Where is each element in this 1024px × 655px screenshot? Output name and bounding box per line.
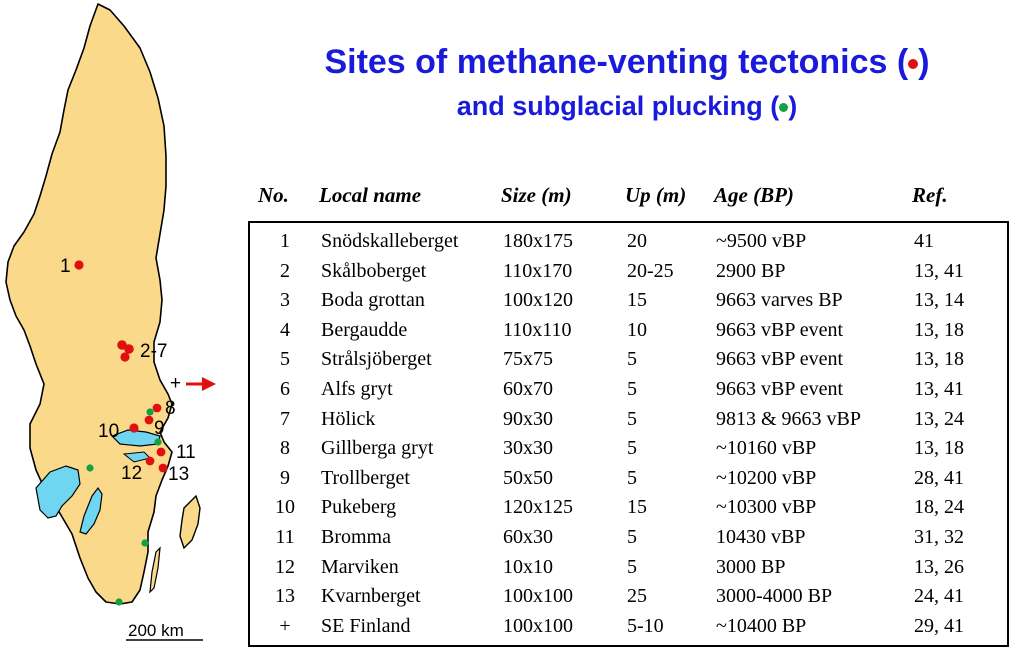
cell-ref: 31, 32 xyxy=(914,526,964,548)
cell-age: 2900 BP xyxy=(716,259,786,282)
cell-age: 9663 vBP event xyxy=(716,348,844,371)
finland-arrow-head xyxy=(202,377,216,391)
cell-no: 3 xyxy=(280,289,290,312)
cell-size: 10x10 xyxy=(503,555,553,578)
cell-up: 20-25 xyxy=(627,259,674,282)
map-label-finland: + xyxy=(170,373,182,394)
table-row xyxy=(250,464,1007,493)
map-label-site1: 1 xyxy=(60,256,71,277)
cell-up: 5 xyxy=(627,555,637,578)
cell-local-name: Bergaudde xyxy=(321,318,408,341)
red-site-marker-12 xyxy=(146,457,155,466)
cell-age: ~10160 vBP xyxy=(716,437,817,460)
cell-size: 50x50 xyxy=(503,466,553,489)
cell-ref: 28, 41 xyxy=(914,466,964,489)
title-line2-text: and subglacial plucking ( xyxy=(456,91,780,121)
cell-no: 2 xyxy=(280,259,290,282)
table-row xyxy=(250,257,1007,286)
cell-local-name: Trollberget xyxy=(321,466,410,489)
cell-age: 9663 vBP event xyxy=(716,318,844,341)
title-line1-text: Sites of methane-venting tectonics ( xyxy=(324,43,909,81)
map-label-site8: 8 xyxy=(165,398,176,419)
header-age: Age (BP) xyxy=(714,183,794,207)
cell-up: 20 xyxy=(627,230,647,252)
table-row xyxy=(250,375,1007,404)
cell-age: 9663 varves BP xyxy=(716,289,843,312)
cell-no: + xyxy=(279,614,291,637)
cell-ref: 18, 24 xyxy=(914,496,964,519)
title-line1-close: ) xyxy=(918,43,930,81)
cell-no: 8 xyxy=(280,437,290,460)
cell-up: 5 xyxy=(627,526,637,548)
cell-local-name: Snödskalleberget xyxy=(321,230,459,252)
cell-up: 5 xyxy=(627,437,637,460)
cell-local-name: Pukeberg xyxy=(321,496,397,519)
cell-age: 3000-4000 BP xyxy=(716,585,833,608)
title-line2-close: ) xyxy=(788,91,798,121)
cell-age: 9813 & 9663 vBP xyxy=(716,407,862,430)
cell-size: 110x170 xyxy=(503,259,573,282)
cell-up: 5-10 xyxy=(627,614,664,637)
cell-local-name: Boda grottan xyxy=(321,289,425,312)
sites-table xyxy=(248,221,1009,647)
red-site-marker-2-7 xyxy=(120,352,129,361)
cell-size: 180x175 xyxy=(503,230,573,252)
cell-local-name: SE Finland xyxy=(321,614,411,637)
cell-size: 100x100 xyxy=(503,614,573,637)
cell-local-name: Hölick xyxy=(321,407,376,430)
cell-up: 5 xyxy=(627,407,637,430)
header-local-name: Local name xyxy=(319,183,422,207)
cell-size: 75x75 xyxy=(503,348,553,371)
cell-local-name: Marviken xyxy=(321,555,399,578)
sweden-map xyxy=(0,0,230,655)
cell-no: 11 xyxy=(275,526,295,548)
cell-age: 3000 BP xyxy=(716,555,786,578)
map-label-site9: 9 xyxy=(154,418,165,439)
cell-ref: 13, 24 xyxy=(914,407,964,430)
red-site-marker-11 xyxy=(157,448,166,457)
cell-ref: 13, 41 xyxy=(914,378,964,400)
cell-no: 10 xyxy=(275,496,295,519)
cell-size: 100x100 xyxy=(503,585,573,608)
cell-no: 12 xyxy=(275,555,295,578)
cell-ref: 13, 18 xyxy=(914,437,964,460)
cell-age: 10430 vBP xyxy=(716,526,806,548)
cell-ref: 13, 18 xyxy=(914,348,964,371)
green-dot-icon xyxy=(779,103,788,112)
table-row xyxy=(250,523,1007,552)
cell-age: ~9500 vBP xyxy=(716,230,807,252)
island-gotland xyxy=(180,496,200,548)
cell-size: 60x30 xyxy=(503,526,553,548)
table-row xyxy=(250,493,1007,522)
header-up: Up (m) xyxy=(625,183,687,207)
cell-age: ~10400 BP xyxy=(716,614,807,637)
cell-up: 5 xyxy=(627,348,637,371)
map-label-site10: 10 xyxy=(98,421,120,442)
title-line-methane xyxy=(230,40,1024,84)
cell-age: ~10300 vBP xyxy=(716,496,817,519)
title-line-plucking xyxy=(230,88,1024,124)
red-site-marker-1 xyxy=(74,260,83,269)
table-row xyxy=(250,405,1007,434)
green-site-marker xyxy=(115,598,122,605)
table-row xyxy=(250,434,1007,463)
cell-up: 15 xyxy=(627,289,647,312)
cell-up: 5 xyxy=(627,378,637,400)
cell-local-name: Bromma xyxy=(321,526,391,548)
table-row xyxy=(250,227,1007,256)
map-label-site13: 13 xyxy=(168,464,190,485)
cell-no: 7 xyxy=(280,407,290,430)
map-label-sites2to7: 2-7 xyxy=(140,341,168,362)
cell-age: 9663 vBP event xyxy=(716,378,844,400)
red-site-marker-2-7 xyxy=(124,344,134,354)
table-row xyxy=(250,316,1007,345)
table-row xyxy=(250,612,1007,641)
header-size: Size (m) xyxy=(501,183,572,207)
header-no: No. xyxy=(258,183,289,207)
cell-local-name: Gillberga gryt xyxy=(321,437,434,460)
red-dot-icon xyxy=(908,59,918,69)
cell-ref: 13, 41 xyxy=(914,259,964,282)
cell-local-name: Alfs gryt xyxy=(321,378,393,400)
cell-ref: 41 xyxy=(914,230,934,252)
green-site-marker xyxy=(154,438,161,445)
cell-size: 30x30 xyxy=(503,437,553,460)
table-row xyxy=(250,286,1007,315)
cell-no: 6 xyxy=(280,378,290,400)
cell-up: 5 xyxy=(627,466,637,489)
cell-no: 13 xyxy=(275,585,295,608)
table-row xyxy=(250,582,1007,611)
cell-age: ~10200 vBP xyxy=(716,466,817,489)
cell-ref: 29, 41 xyxy=(914,614,964,637)
cell-ref: 13, 26 xyxy=(914,555,964,578)
cell-size: 110x110 xyxy=(503,318,572,341)
cell-ref: 24, 41 xyxy=(914,585,964,608)
red-site-marker-8 xyxy=(153,404,162,413)
cell-size: 60x70 xyxy=(503,378,553,400)
cell-local-name: Strålsjöberget xyxy=(321,348,432,371)
table-row xyxy=(250,345,1007,374)
red-site-marker-9 xyxy=(145,416,154,425)
cell-no: 4 xyxy=(280,318,290,341)
map-label-site11: 11 xyxy=(176,442,196,463)
cell-ref: 13, 14 xyxy=(914,289,964,312)
cell-up: 10 xyxy=(627,318,647,341)
cell-local-name: Skålboberget xyxy=(321,259,427,282)
cell-size: 120x125 xyxy=(503,496,573,519)
cell-no: 9 xyxy=(280,466,290,489)
scale-bar-label: 200 km xyxy=(128,621,184,640)
red-site-marker-13 xyxy=(159,464,168,473)
map-label-site12: 12 xyxy=(121,463,143,484)
header-ref: Ref. xyxy=(912,183,948,207)
cell-ref: 13, 18 xyxy=(914,318,964,341)
cell-up: 25 xyxy=(627,585,647,608)
table-row xyxy=(250,553,1007,582)
green-site-marker xyxy=(86,464,93,471)
island-oland xyxy=(150,548,160,592)
cell-size: 90x30 xyxy=(503,407,553,430)
green-site-marker xyxy=(141,539,148,546)
cell-up: 15 xyxy=(627,496,647,519)
red-site-marker-10 xyxy=(129,423,138,432)
green-site-marker xyxy=(146,408,153,415)
cell-no: 5 xyxy=(280,348,290,371)
cell-local-name: Kvarnberget xyxy=(321,585,421,608)
cell-no: 1 xyxy=(280,230,290,252)
cell-size: 100x120 xyxy=(503,289,573,312)
